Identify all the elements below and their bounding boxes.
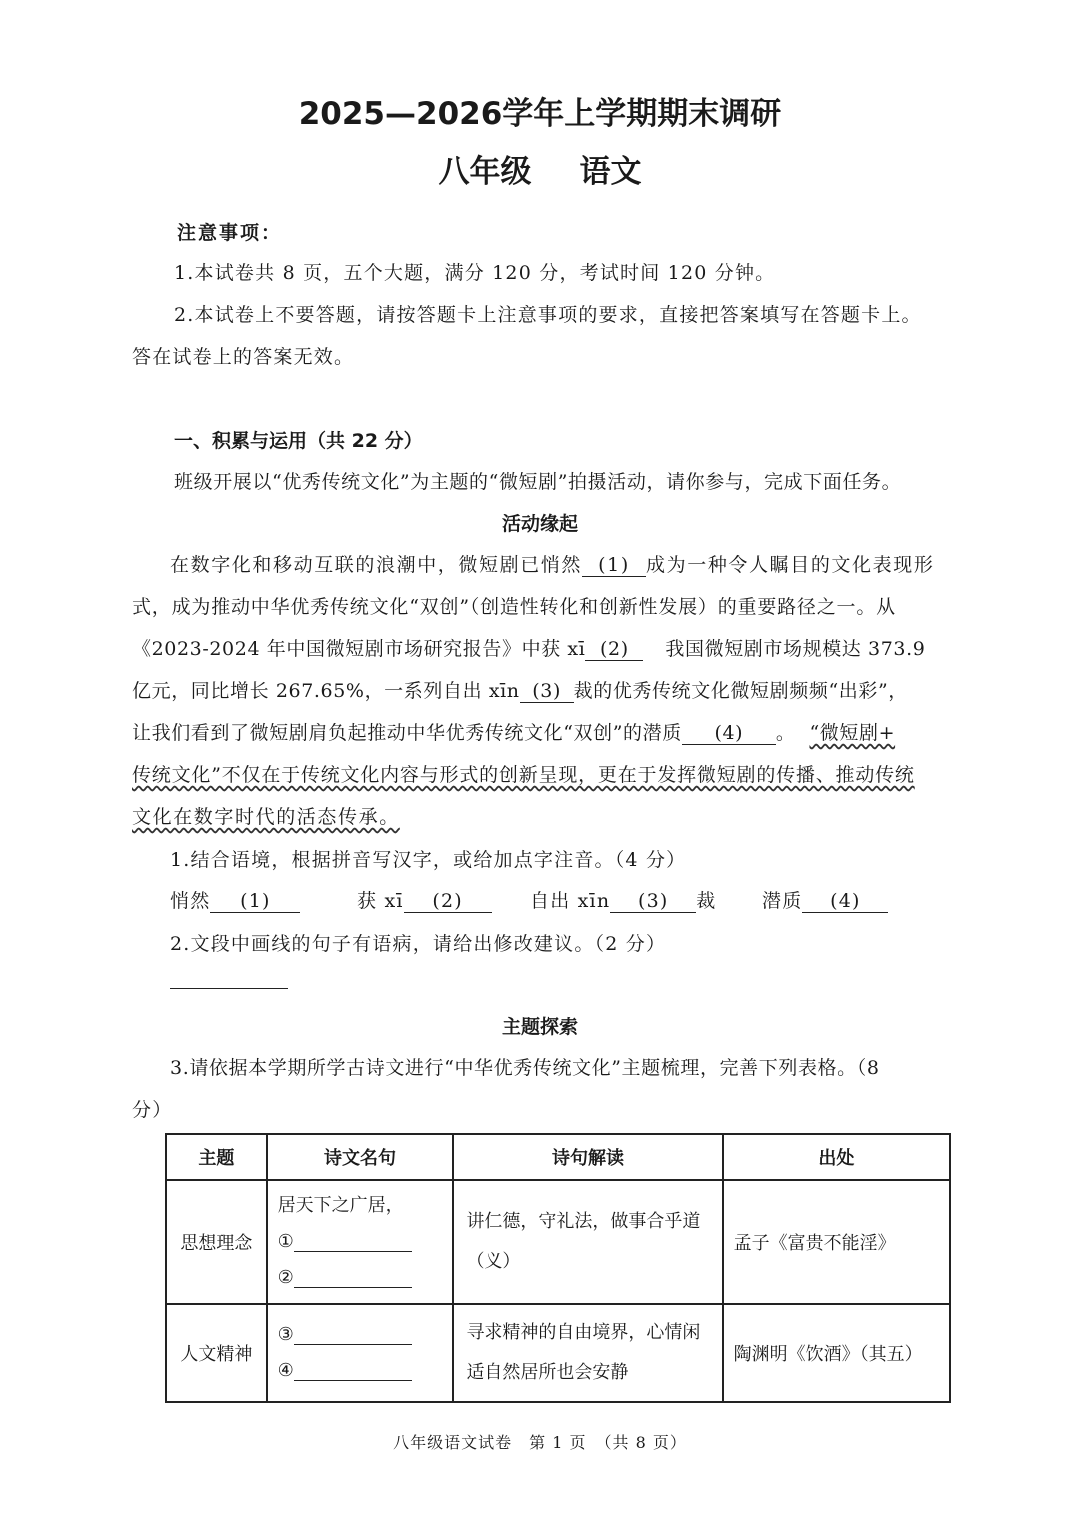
para-line-4: 亿元，同比增长 267.65%，一系列自出 xīn (3) 裁的优秀传统文化微短剧频频“出彩”， (132, 680, 908, 702)
blank-quote-2 (294, 1269, 412, 1288)
q1-item-3: 自出 xīn (3) 裁 (530, 890, 717, 912)
row2-quote-line-2: ④ (278, 1353, 452, 1389)
q2-answer-line (170, 988, 288, 989)
row1-source: 孟子《富贵不能淫》 (723, 1180, 950, 1304)
row2-interpretation: 寻求精神的自由境界，心情闲适自然居所也会安静 (453, 1304, 722, 1402)
blank-quote-4 (294, 1362, 412, 1381)
table-row (166, 1304, 950, 1402)
q1-item-1: 悄然 (1) (170, 886, 300, 913)
blank-4: (4) (682, 722, 776, 745)
exam-title: 2025—2026学年上学期期末调研 (298, 96, 782, 132)
question-2: 2.文段中画线的句子有语病，请给出修改建议。（2 分） (170, 933, 667, 955)
exam-subtitle (0, 146, 1080, 191)
q1-blank-1: (1) (210, 890, 300, 913)
header-quote: 诗文名句 (267, 1134, 454, 1180)
para-line-7: 文化在数字时代的活态传承。 (132, 806, 400, 828)
row2-quote-line-1: ③ (278, 1317, 452, 1353)
row1-quote-line-3: ② (278, 1260, 452, 1296)
row1-theme: 思想理念 (166, 1180, 267, 1304)
page-footer: 八年级语文试卷 第 1 页 （共 8 页） (393, 1433, 687, 1452)
blank-3: (3) (520, 680, 574, 703)
para-line-6: 传统文化”不仅在于传统文化内容与形式的创新呈现，更在于发挥微短剧的传播、推动传统 (132, 764, 915, 786)
subheading-origin: 活动缘起 (501, 513, 578, 535)
notice-item-2: 2.本试卷上不要答题，请按答题卡上注意事项的要求，直接把答案填写在答题卡上。 (174, 304, 922, 326)
question-3-cont: 分） (132, 1099, 173, 1121)
q1-item-2: 获 xī (2) (357, 886, 492, 913)
row1-quotes (267, 1180, 454, 1304)
q1-item-4: 潜质 (4) (762, 886, 888, 913)
header-theme: 主题 (166, 1134, 267, 1180)
blank-quote-1 (294, 1233, 412, 1252)
para-line-5: 让我们看到了微短剧肩负起推动中华优秀传统文化“双创”的潜质 (4) 。 “微短剧+ (132, 722, 896, 744)
theme-table (165, 1133, 951, 1403)
blank-quote-3 (294, 1326, 412, 1345)
row1-quote-line-2: ① (278, 1224, 452, 1260)
notice-item-2-cont: 答在试卷上的答案无效。 (132, 346, 355, 368)
subheading-theme: 主题探索 (501, 1016, 578, 1038)
notice-item-1: 1.本试卷共 8 页，五个大题，满分 120 分，考试时间 120 分钟。 (174, 262, 776, 284)
row2-quotes (267, 1304, 454, 1402)
grade-label: 八年级 (438, 154, 532, 190)
para-line-2: 式，成为推动中华优秀传统文化“双创”（创造性转化和创新性发展）的重要路径之一。从 (132, 596, 896, 618)
q1-blank-4: (4) (802, 890, 888, 913)
row1-interpretation: 讲仁德，守礼法，做事合乎道（义） (453, 1180, 722, 1304)
blank-2: (2) (585, 638, 643, 661)
subject-label: 语文 (579, 154, 642, 190)
q1-blank-2: (2) (404, 890, 492, 913)
row2-source: 陶渊明《饮酒》（其五） (723, 1304, 950, 1402)
notice-heading: 注意事项： (177, 222, 283, 244)
section-heading: 一、积累与运用（共 22 分） (174, 430, 423, 452)
header-source: 出处 (723, 1134, 950, 1180)
row2-theme: 人文精神 (166, 1304, 267, 1402)
table-header-row (166, 1134, 950, 1180)
table-row (166, 1180, 950, 1304)
row1-quote-line-1: 居天下之广居， (277, 1195, 404, 1216)
blank-1: (1) (582, 554, 646, 577)
header-interpretation: 诗句解读 (453, 1134, 722, 1180)
question-1: 1.结合语境，根据拼音写汉字，或给加点字注音。（4 分） (170, 849, 687, 871)
section-intro: 班级开展以“优秀传统文化”为主题的“微短剧”拍摄活动，请你参与，完成下面任务。 (174, 471, 902, 493)
question-3: 3.请依据本学期所学古诗文进行“中华优秀传统文化”主题梳理，完善下列表格。（8 (170, 1057, 880, 1079)
para-line-1: 在数字化和移动互联的浪潮中，微短剧已悄然 (1) 成为一种令人瞩目的文化表现形 (170, 554, 935, 576)
q1-blank-3: (3) (610, 890, 696, 913)
para-line-3: 《2023-2024 年中国微短剧市场研究报告》中获 xī (2) 我国微短剧市场规模达 373.9 (132, 638, 926, 660)
